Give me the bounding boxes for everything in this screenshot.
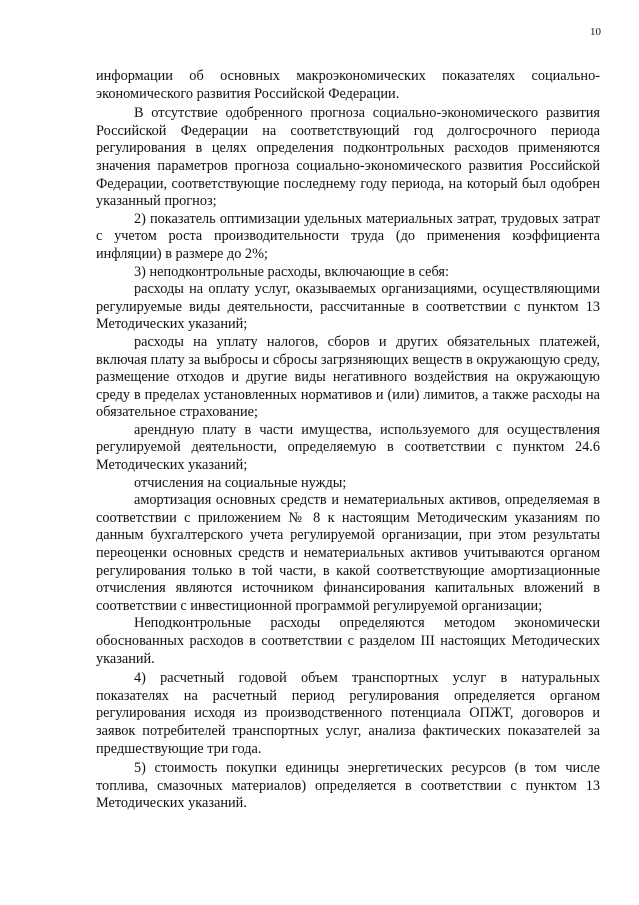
paragraph-depreciation: амортизация основных средств и нематериальных активов, определяемая в соответствии с приложением № 8 к настоящим Методическим указаниям по данным бухгалтерского учета регулируемой организации, при этом результаты переоценки основных средств и нематериальных активов учитываются органом регулирования только в той части, в какой соответствующие амортизационные отчисления являются источником финансирования капитальных вложений в соответствии с инвестиционной программой регулируемой организации; (96, 492, 600, 614)
paragraph-item-2: 2) показатель оптимизации удельных материальных затрат, трудовых затрат с учетом роста производительности труда (до применения коэффициента инфляции) в размере до 2%; (96, 210, 600, 262)
paragraph-taxes-costs: расходы на уплату налогов, сборов и других обязательных платежей, включая плату за выбросы и сбросы загрязняющих веществ в окружающую среду, размещение отходов и другие виды негативного воздействия на окружающую среду в пределах установленных нормативов и (или) лимитов, а также расходы на обязательное страхование; (96, 333, 600, 421)
paragraph-social-contributions: отчисления на социальные нужды; (134, 474, 347, 491)
paragraph-services-costs: расходы на оплату услуг, оказываемых организациями, осуществляющими регулируемые виды деятельности, рассчитанные в соответствии с пунктом 13 Методических указаний; (96, 281, 600, 333)
paragraph-rent: арендную плату в части имущества, используемого для осуществления регулируемой деятельности, определяемую в соответствии с пунктом 24.6 Методических указаний; (96, 421, 600, 474)
paragraph-uncontrolled-costs: Неподконтрольные расходы определяются методом экономически обоснованных расходов в соответствии с разделом III настоящих Методических указаний. (96, 615, 600, 667)
paragraph-item-3: 3) неподконтрольные расходы, включающие в себя: (134, 263, 449, 280)
paragraph-item-4: 4) расчетный годовой объем транспортных услуг в натуральных показателях на расчетный период регулирования определяется органом регулирования исходя из производственного потенциала ОПЖТ, договоров и заявок потребителей транспортных услуг, анализа фактических показателей за предшествующие три года. (96, 670, 600, 757)
paragraph-item-5: 5) стоимость покупки единицы энергетических ресурсов (в том числе топлива, смазочных материалов) определяется в соответствии с пунктом 13 Методических указаний. (96, 760, 600, 812)
paragraph-forecast-absence: В отсутствие одобренного прогноза социально-экономического развития Российской Федерации на соответствующий год долгосрочного периода регулирования в целях определения подконтрольных расходов применяются значения параметров прогноза социально-экономического развития Российской Федерации, соответствующие последнему году периода, на который был одобрен указанный прогноз; (96, 105, 600, 210)
paragraph-continuation: информации об основных макроэкономических показателях социально-экономического развития Российской Федерации. (96, 68, 600, 102)
document-body (96, 68, 600, 813)
page-number: 10 (590, 26, 601, 38)
